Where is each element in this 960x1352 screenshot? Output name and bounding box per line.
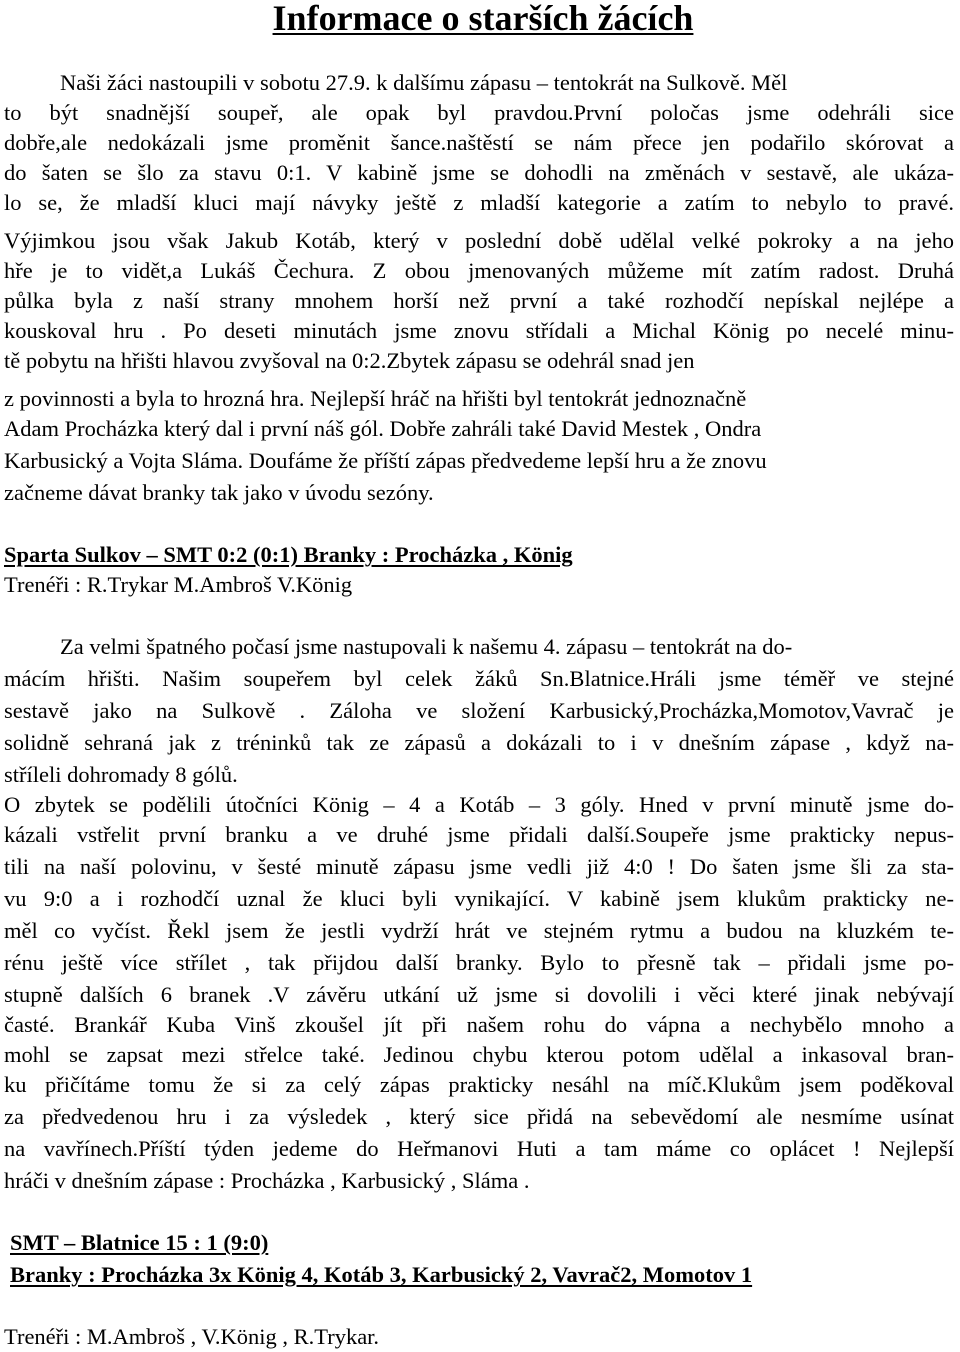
report-line: mácím hřišti. Našim soupeřem byl celek žáků Sn.Blatnice.Hráli jsme téměř ve stejné [4,666,954,691]
match-result: SMT – Blatnice 15 : 1 (9:0) [10,1230,269,1255]
report-line: tě pobytu na hřišti hlavou zvyšoval na 0:2.Zbytek zápasu se odehrál snad jen [4,348,695,373]
report-line: solidně sehraná jak z tréninků tak ze zápasů a dokázali to i v dnešním zápase , když na- [4,730,954,755]
report-line: měl co vyčíst. Řekl jsem že jestli vydrží hrát ve stejném rytmu a budou na kluzkém te- [4,918,954,943]
report-line: za předvedenou hru i za výsledek , který sice přidá na sebevědomí ale nesmíme usínat [4,1104,954,1129]
report-line: Adam Procházka který dal i první náš gól. Dobře zahráli také David Mestek , Ondra [4,416,762,441]
goal-scorers: Branky : Procházka 3x König 4, Kotáb 3, Karbusický 2, Vavrač2, Momotov 1 [10,1262,753,1287]
report-line: ku přičítáme tomu že si za celý zápas prakticky nesáhl na míč.Klukům jsem poděkoval [4,1072,954,1097]
report-line: z povinnosti a byla to hrozná hra. Nejlepší hráč na hřišti byl tentokrát jednoznačně [4,386,747,411]
report-line: to být snadnější soupeř, ale opak byl pravdou.První poločas jsme odehráli sice [4,100,954,125]
report-line: stupně dalších 6 branek .V závěru utkání už jsme si dovolili i věci které jinak nebývají [4,982,954,1007]
report-line: tili na naší polovinu, v šesté minutě zápasu jsme vedli již 4:0 ! Do šaten jsme šli za sta- [4,854,954,879]
report-line: začneme dávat branky tak jako v úvodu sezóny. [4,480,434,505]
report-line: hře je to vidět,a Lukáš Čechura. Z obou jmenovaných můžeme mít zatím radost. Druhá [4,258,954,283]
report-line: rénu ještě více střílet , tak přijdou další branky. Bylo to přesně tak – přidali jsme po- [4,950,954,975]
report-line: do šaten se šlo za stavu 0:1. V kabině jsme se dohodli na změnách v sestavě, ale ukáza- [4,160,954,185]
report-line: vu 9:0 a i rozhodčí uznal že kluci byli vynikající. V kabině jsem klukům prakticky ne- [4,886,954,911]
report-line: lo se, že mladší kluci mají návyky ještě z mladší kategorie a zatím to nebylo to pravé. [4,190,954,215]
report-line: sestavě jako na Sulkově . Záloha ve složení Karbusický,Procházka,Momotov,Vavrač je [4,698,954,723]
report-line: hráči v dnešním zápase : Procházka , Karbusický , Sláma . [4,1168,530,1193]
page-title: Informace o starších žácích [272,0,694,38]
report-line: kázali vstřelit první branku a ve druhé jsme přidali další.Soupeře jsme prakticky nepus- [4,822,954,847]
coaches-line: Trenéři : M.Ambroš , V.König , R.Trykar. [4,1324,380,1349]
coaches-line: Trenéři : R.Trykar M.Ambroš V.König [4,572,353,597]
report-line: Za velmi špatného počasí jsme nastupovali k našemu 4. zápasu – tentokrát na do- [60,634,793,659]
report-line: O zbytek se podělili útočníci König – 4 a Kotáb – 3 góly. Hned v první minutě jsme do- [4,792,954,817]
report-line: Karbusický a Vojta Sláma. Doufáme že příští zápas předvedeme lepší hru a že znovu [4,448,767,473]
report-line: mohl se zapsat mezi střelce také. Jedinou chybu kterou potom udělal a inkasoval bran- [4,1042,954,1067]
report-line: půlka byla z naší strany mnohem horší než první a také rozhodčí nepískal nejlépe a [4,288,954,313]
report-line: dobře,ale nedokázali jsme proměnit šance.naštěstí se nám přece jen podařilo skórovat a [4,130,954,155]
match-result: Sparta Sulkov – SMT 0:2 (0:1) Branky : Procházka , König [4,542,573,567]
report-line: stříleli dohromady 8 gólů. [4,762,238,787]
report-line: časté. Brankář Kuba Vinš zkoušel jít při našem rohu do vápna a nechybělo mnoho a [4,1012,954,1037]
report-line: na vavřínech.Příští týden jedeme do Heřmanovi Huti a tam máme co oplácet ! Nejlepší [4,1136,954,1161]
report-line: Naši žáci nastoupili v sobotu 27.9. k dalšímu zápasu – tentokrát na Sulkově. Měl [60,70,788,95]
report-line: kouskoval hru . Po deseti minutách jsme znovu střídali a Michal König po necelé minu- [4,318,954,343]
report-line: Výjimkou jsou však Jakub Kotáb, který v poslední době udělal velké pokroky a na jeho [4,228,954,253]
